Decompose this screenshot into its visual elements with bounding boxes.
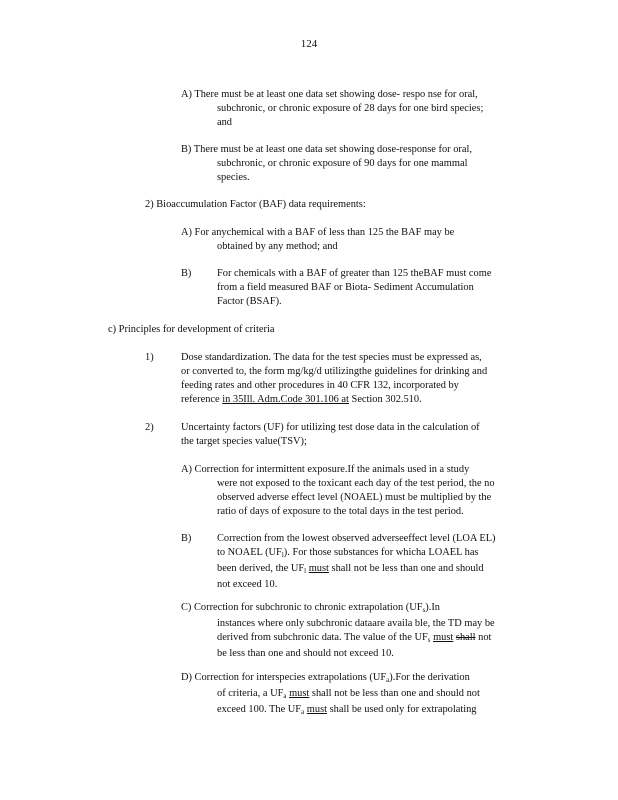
inserted-citation: in 35Ill. Adm.Code 301.106 at bbox=[222, 394, 349, 405]
principle-1-label: 1) bbox=[145, 352, 154, 363]
baf-heading: 2) Bioaccumulation Factor (BAF) data requirements: bbox=[145, 199, 366, 210]
requirement-a-bird: A) There must be at least one data set showing dose- respo nse for oral, subchronic, or chronic exposure of 28 days for one bird species; and bbox=[181, 89, 484, 128]
dose-standardization: Dose standardization. The data for the test species must be expressed as, or converted to, the form mg/kg/d utilizingthe guidelines for drinking and feeding rates and other procedures in 40 CFR 132, incorporated by reference in 35Ill. Adm.Code 301.106 at Section 302.510. bbox=[181, 352, 488, 405]
inserted-must: must bbox=[289, 688, 310, 699]
baf-requirement-b-label: B) bbox=[181, 268, 192, 279]
uf-d-interspecies: D) Correction for interspecies extrapolations $(UF_a).For$ the derivation of criteria, a $UF_a$ must shall not be less than one and should not exceed 100. The $UF_a$ must shall be used only for extrapolating bbox=[181, 672, 480, 716]
principle-2-label: 2) bbox=[145, 422, 154, 433]
uf-b-loael: Correction from the lowest observed adverseeffect level (LOA EL) to NOAEL $(UF_l)$. For those substances for whicha LOAEL has been derived, the $UF_l$ must shall not be less than one and should not exceed 10. bbox=[217, 533, 496, 590]
requirement-b-mammal: B) There must be at least one data set showing dose-response for oral, subchronic, or chronic exposure of 90 days for one mammal species. bbox=[181, 144, 472, 183]
uf-b-label: B) bbox=[181, 533, 192, 544]
baf-requirement-b: For chemicals with a BAF of greater than 125 theBAF must come from a field measured BAF or Biota- Sediment Accumulation Factor (BSAF). bbox=[217, 268, 492, 307]
uf-c-subchronic: C) Correction for subchronic to chronic extrapolation $(UF_s).In$ instances where only subchronic dataare availa ble, the TD may be derived from subchronic data. The value of the $UF_s$ must shall not be less than one and should not exceed 10. bbox=[181, 602, 495, 659]
page-number: 124 bbox=[300, 38, 318, 50]
uncertainty-factors: Uncertainty factors (UF) for utilizing test dose data in the calculation of the target species value(TSV); bbox=[181, 422, 480, 447]
inserted-must: must bbox=[306, 704, 328, 715]
inserted-must: must bbox=[433, 632, 454, 643]
deleted-shall: shall bbox=[455, 632, 476, 643]
baf-requirement-a: A) For anychemical with a BAF of less than 125 the BAF may be obtained by any method; and bbox=[181, 227, 455, 252]
inserted-must: must bbox=[308, 563, 329, 574]
principles-heading: c) Principles for development of criteria bbox=[108, 324, 275, 335]
uf-a-intermittent: A) Correction for intermittent exposure.If the animals used in a study were not exposed to the toxicant each day of the test period, the no observed adverse effect level (NOAEL) must be multiplied by the ratio of days of exposure to the total days in the test period. bbox=[181, 464, 495, 517]
